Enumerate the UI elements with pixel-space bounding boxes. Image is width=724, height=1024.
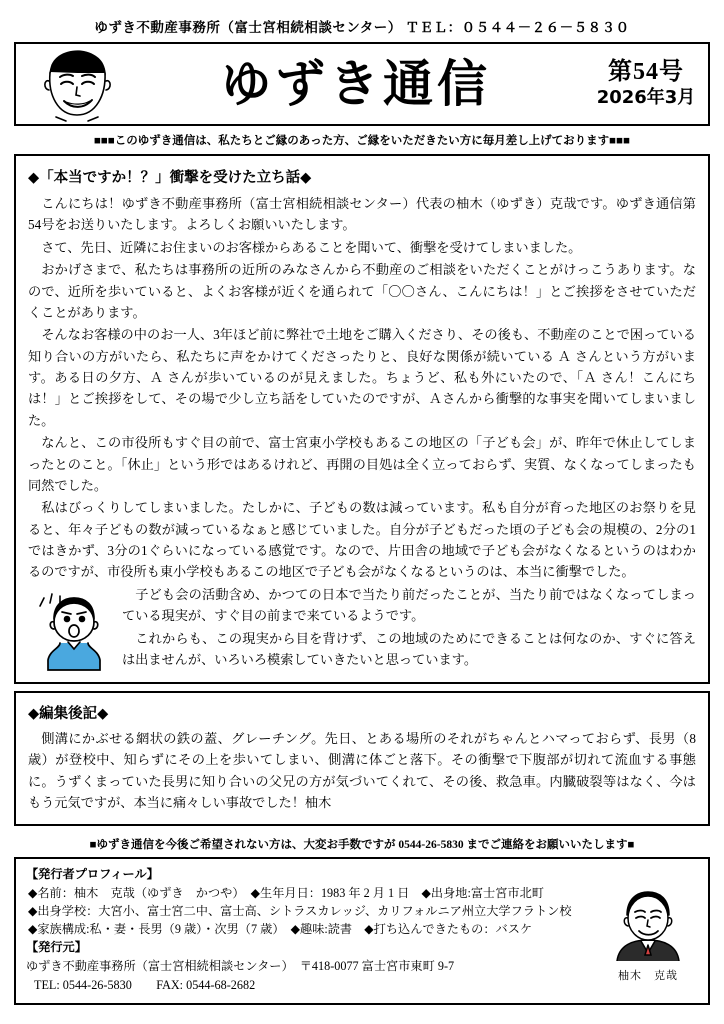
publisher-address: ゆずき不動産事務所（富士宮相続相談センター） 〒418-0077 富士宮市東町 9-7: [26, 958, 455, 973]
publisher-name-caption: 柚木 克哉: [618, 970, 678, 983]
article-paragraph: 私はびっくりしてしまいました。たしかに、子どもの数は減っています。私も自分が育った地区のお祭りを見ると、年々子どもの数が減っているなぁと感じていました。自分が子どもだった頃の子ども会の規模の、2分の1ではきかず、3分の1ぐらいになっている感覚です。なので、片田舎の地域で子ども会がなくなるというのはわかるのですが、市役所も東小学校もあるこの地区で子ども会がなくなるというのは、本当に衝撃でした。: [28, 500, 696, 580]
editor-note-heading: ◆編集後記◆: [28, 705, 109, 722]
publisher-profile-box: [14, 857, 710, 1004]
office-contact-line: ゆずき不動産事務所（富士宮相続相談センター） ＴＥＬ：０５４４－２６－５８３０: [94, 20, 630, 35]
profile-line: ◆出身学校：大宮小、富士宮二中、富士高、シトラスカレッジ、カリフォルニア州立大学フラトン校: [28, 903, 572, 918]
editor-note-body: 側溝にかぶせる網状の鉄の蓋、グレーチング。先日、とある場所のそれがちゃんとハマっておらず、長男（8歳）が登校中、知らずにその上を歩いてしまい、側溝に体ごと落下。その衝撃で下腹部が切れて流血する事態に。うずくまっていた長男に知り合いの父兄の方が気づいてくれて、その後、救急車。内臓破裂等はなく、今はもう元気ですが、本当に痛々しい事故でした！柚木: [28, 730, 696, 810]
article-paragraph: おかげさまで、私たちは事務所の近所のみなさんから不動産のご相談をいただくことがけっこうあります。なので、近所を歩いていると、よくお客様が近くを通られて「〇〇さん、こんにちは！」とご挨拶をさせていただくことがあります。: [28, 262, 696, 320]
article-paragraph: これからも、この現実から目を背けず、この地域のためにできることは何なのか、すぐに答えは出ませんが、いろいろ模索していきたいと思っています。: [122, 630, 696, 667]
surprised-boy-illustration-icon: [30, 586, 116, 672]
unsubscribe-notice: ■ゆずき通信を今後ご希望されない方は、大変お手数ですが 0544-26-5830 までご連絡をお願いいたします■: [89, 839, 635, 852]
article-paragraph: そんなお客様の中のお一人、3年ほど前に弊社で土地をご購入くださり、その後も、不動産のことで困っている知り合いの方がいたら、私たちに声をかけてくださったりと、良好な関係が続いている Ａ さんという方がいます。ある日の夕方、Ａ さんが歩いているのが見えました。ちょうど、私も外にいたので、「Ａ さん！こんにちは！」とご挨拶をして、その場で少し立ち話をしていたのですが、Ａさんから衝撃的な事実を聞いてしまいました。: [28, 327, 696, 428]
profile-section-title: 【発行者プロフィール】: [26, 867, 159, 882]
issue-date: 2026年3月: [596, 87, 696, 108]
issue-number: 第54号: [608, 59, 684, 86]
masthead: [14, 42, 710, 126]
editor-note-box: [14, 691, 710, 827]
article-paragraph: 子ども会の活動含め、かつての日本で当たり前だったことが、当たり前ではなくなってしまっている現実が、すぐ目の前まで来ているようです。: [122, 586, 696, 624]
profile-line: ◆家族構成:私・妻・長男（9 歳）・次男（7 歳） ◆趣味:読書 ◆打ち込んできたもの：バスケ: [28, 922, 533, 937]
strapline: ■■■このゆずき通信は、私たちとご縁のあった方、ご縁をいただきたい方に毎月差し上げております■■■: [93, 135, 631, 147]
main-article-box: [14, 154, 710, 684]
publisher-portrait-icon: [603, 885, 693, 961]
article-paragraph: こんにちは！ゆずき不動産事務所（富士宮相続相談センター）代表の柚木（ゆずき）克哉です。ゆずき通信第54号をお送りいたします。よろしくお願いいたします。: [28, 196, 696, 233]
publisher-section-title: 【発行元】: [26, 940, 87, 955]
article-paragraph: なんと、この市役所もすぐ目の前で、富士宮東小学校もあるこの地区の「子ども会」が、昨年で休止してしまったとのこと。「休止」という形ではあるけれど、再開の目処は全く立っておらず、実質、なくなってしまったも同然でした。: [28, 435, 696, 493]
publisher-contact: TEL: 0544-26-5830 FAX: 0544-68-2682: [34, 977, 256, 992]
issue-info: [590, 59, 708, 108]
article-heading: ◆「本当ですか！？」衝撃を受けた立ち話◆: [28, 170, 312, 186]
article-paragraph: さて、先日、近隣にお住まいのお客様からあることを聞いて、衝撃を受けてしまいました。: [41, 239, 582, 255]
mascot-portrait-icon: [22, 45, 132, 123]
publisher-portrait: [602, 885, 694, 983]
newsletter-title: ゆずき通信: [221, 55, 491, 113]
profile-line: ◆名前：柚木 克哉（ゆずき かつや） ◆生年月日：1983 年 2 月 1 日 ◆出身地:富士宮市北町: [28, 885, 544, 900]
